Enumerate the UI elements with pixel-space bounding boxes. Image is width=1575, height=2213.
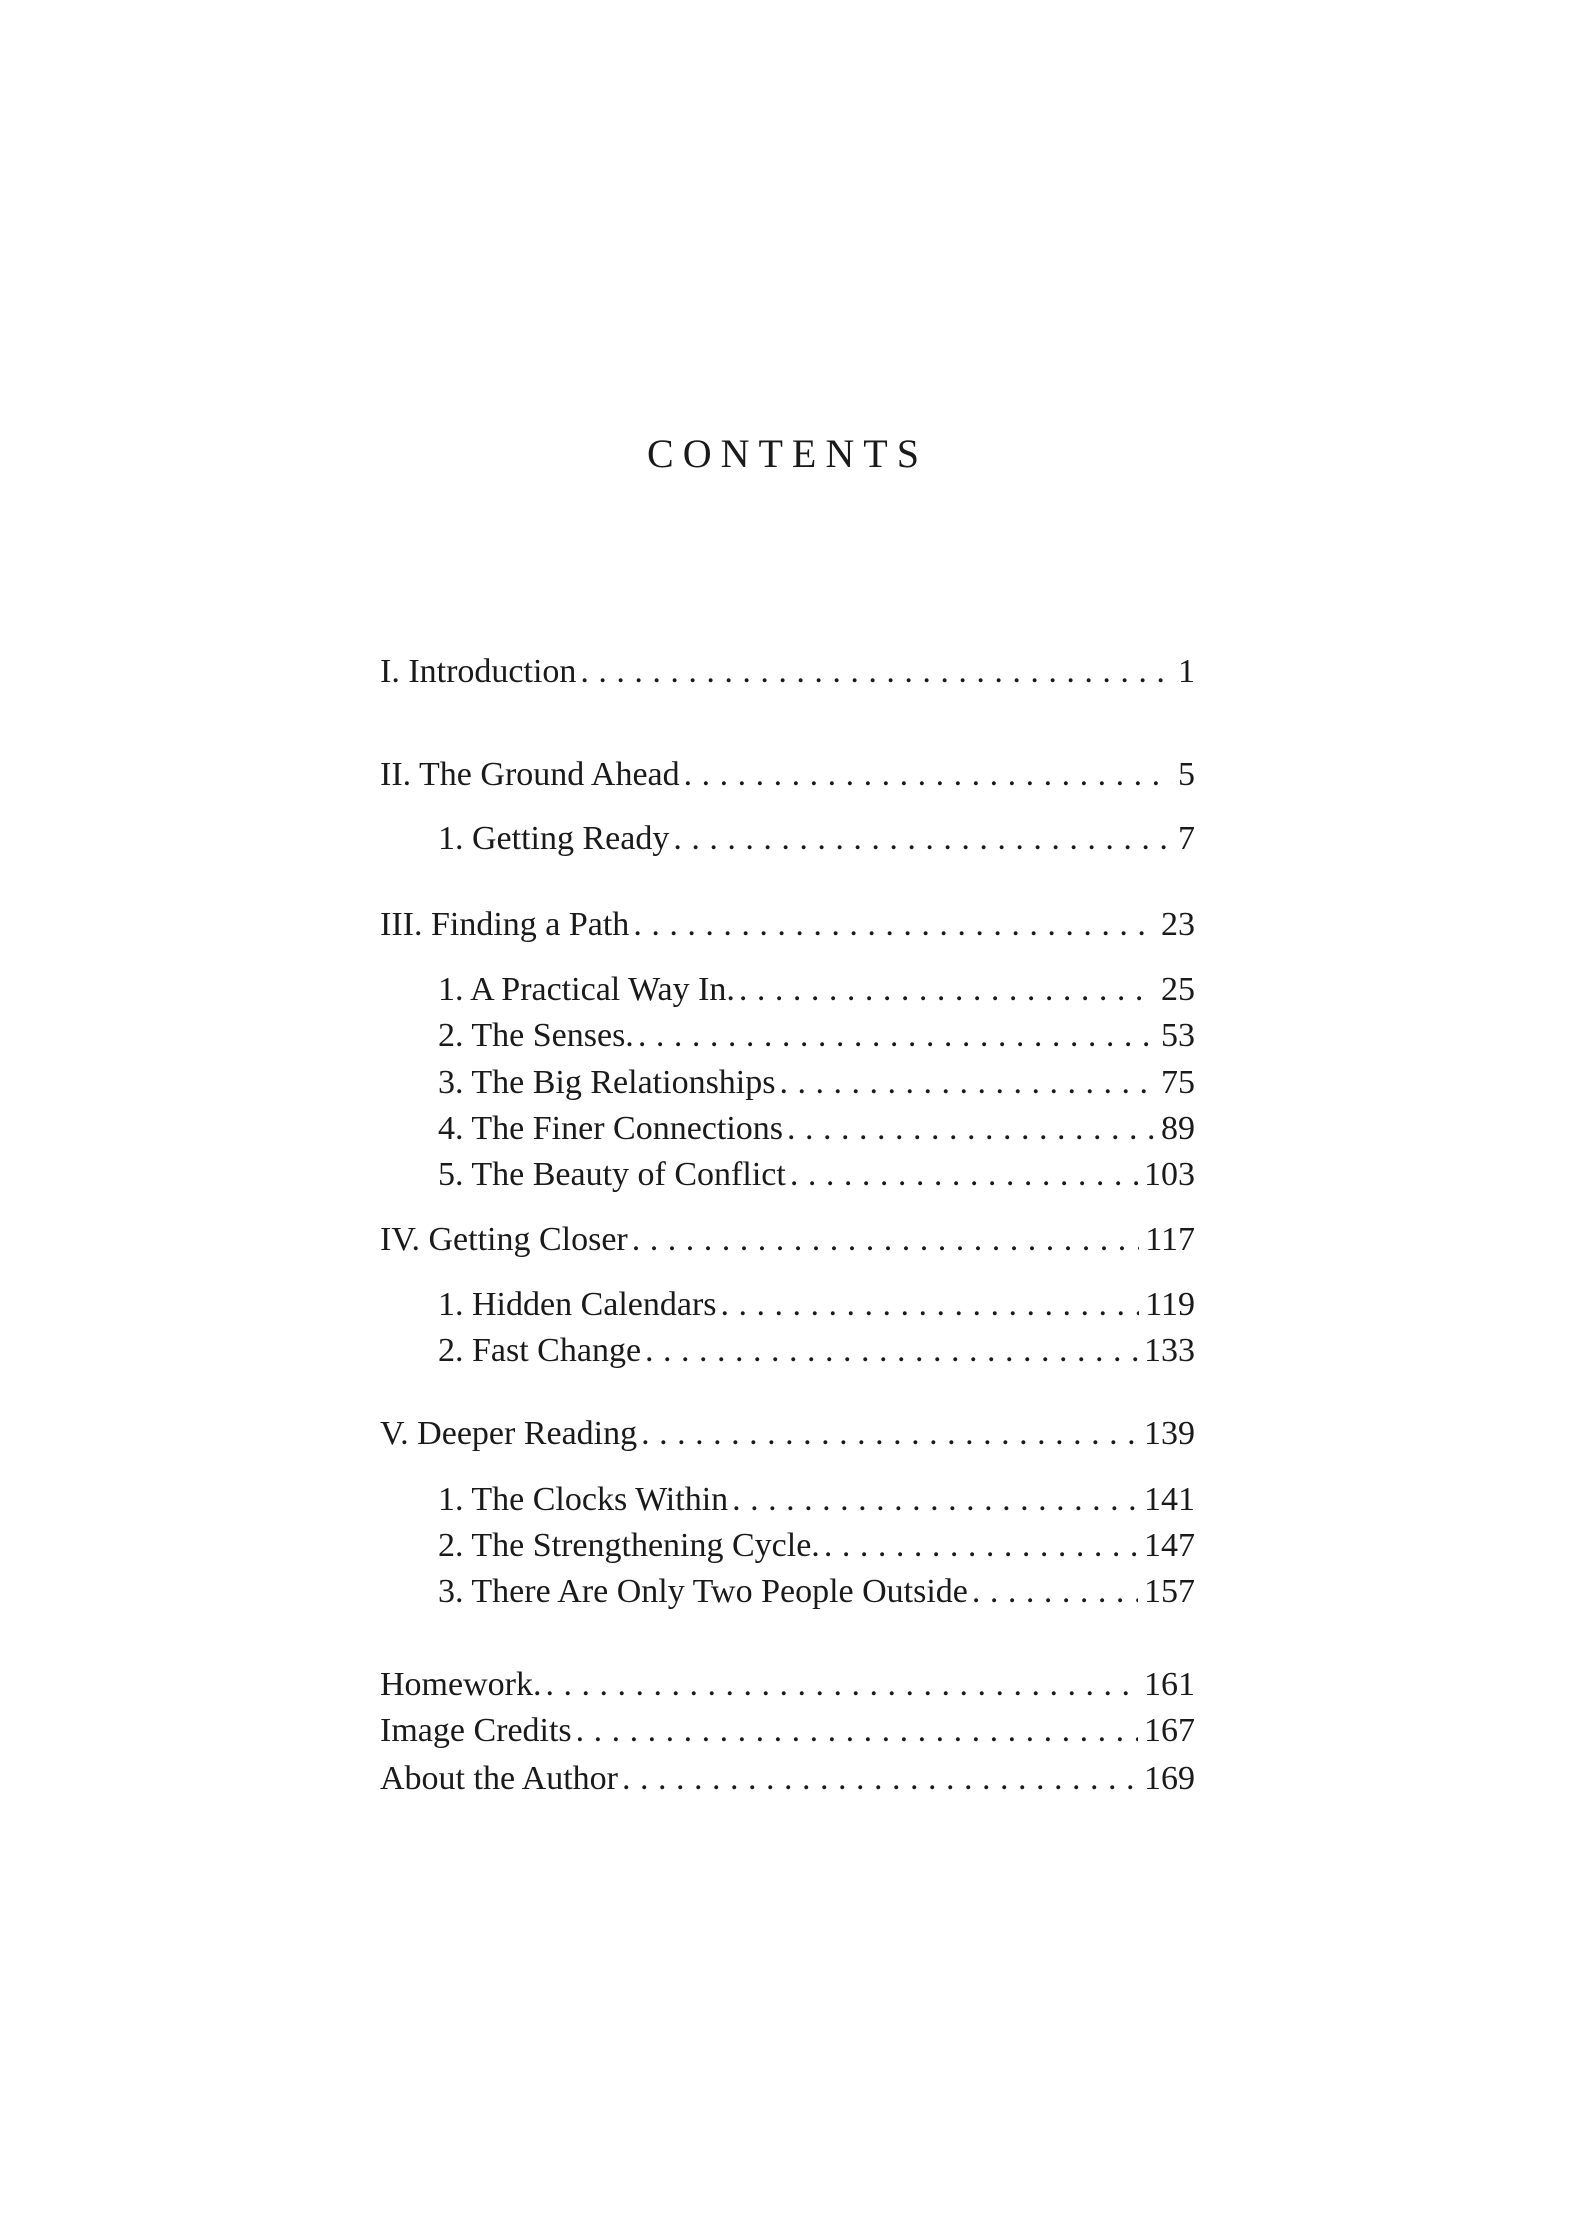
toc-entry-label: II. The Ground Ahead [380, 756, 680, 793]
toc-entry-a-practical-way-in[interactable] [438, 970, 1195, 1010]
dot-leader [739, 970, 1155, 1010]
toc-entry-label: 3. There Are Only Two People Outside [438, 1573, 968, 1610]
toc-entry-label: 2. The Strengthening Cycle. [438, 1527, 820, 1564]
toc-entry-page-number: 161 [1144, 1666, 1195, 1703]
toc-entry-page-number: 103 [1144, 1156, 1195, 1193]
toc-entry-the-ground-ahead[interactable] [380, 755, 1195, 795]
toc-entry-page-number: 7 [1178, 820, 1195, 857]
dot-leader [824, 1526, 1138, 1566]
toc-entry-the-finer-connections[interactable] [438, 1109, 1195, 1149]
toc-entry-label: 1. The Clocks Within [438, 1481, 729, 1518]
toc-entry-introduction[interactable] [380, 652, 1195, 692]
toc-entry-page-number: 141 [1144, 1481, 1195, 1518]
toc-entry-page-number: 169 [1144, 1760, 1195, 1797]
toc-entry-page-number: 25 [1161, 971, 1195, 1008]
toc-entry-page-number: 133 [1144, 1332, 1195, 1369]
toc-entry-finding-a-path[interactable] [380, 905, 1195, 945]
toc-entry-page-number: 23 [1161, 906, 1195, 943]
dot-leader [580, 652, 1172, 692]
toc-entry-page-number: 53 [1161, 1017, 1195, 1054]
toc-entry-getting-closer[interactable] [380, 1220, 1195, 1260]
toc-entry-getting-ready[interactable] [438, 819, 1195, 859]
toc-entry-page-number: 117 [1145, 1221, 1195, 1258]
toc-entry-page-number: 1 [1178, 653, 1195, 690]
dot-leader [633, 905, 1155, 945]
toc-entry-page-number: 5 [1178, 756, 1195, 793]
dot-leader [576, 1711, 1138, 1751]
dot-leader [732, 1480, 1138, 1520]
toc-entry-label: 5. The Beauty of Conflict [438, 1156, 786, 1193]
toc-entry-label: 2. The Senses. [438, 1017, 634, 1054]
toc-entry-homework[interactable] [380, 1665, 1195, 1705]
toc-entry-page-number: 89 [1161, 1110, 1195, 1147]
toc-entry-the-strengthening-cycle[interactable] [438, 1526, 1195, 1566]
dot-leader [779, 1063, 1155, 1103]
toc-entry-page-number: 119 [1145, 1286, 1195, 1323]
toc-entry-page-number: 75 [1161, 1064, 1195, 1101]
toc-entry-label: 1. Getting Ready [438, 820, 670, 857]
toc-entry-label: 4. The Finer Connections [438, 1110, 783, 1147]
page-title: CONTENTS [647, 431, 928, 476]
toc-entry-deeper-reading[interactable] [380, 1414, 1195, 1454]
dot-leader [684, 755, 1172, 795]
toc-entry-image-credits[interactable] [380, 1711, 1195, 1751]
dot-leader [721, 1285, 1140, 1325]
toc-entry-the-senses[interactable] [438, 1016, 1195, 1056]
dot-leader [545, 1665, 1138, 1705]
toc-entry-label: Homework. [380, 1666, 542, 1703]
toc-entry-label: III. Finding a Path [380, 906, 630, 943]
toc-entry-label: IV. Getting Closer [380, 1221, 628, 1258]
toc-entry-the-beauty-of-conflict[interactable] [438, 1155, 1195, 1195]
dot-leader [645, 1331, 1138, 1371]
dot-leader [787, 1109, 1155, 1149]
dot-leader [673, 819, 1172, 859]
toc-entry-label: About the Author [380, 1760, 618, 1797]
toc-entry-hidden-calendars[interactable] [438, 1285, 1195, 1325]
toc-entry-label: Image Credits [380, 1712, 572, 1749]
toc-entry-the-big-relationships[interactable] [438, 1063, 1195, 1103]
dot-leader [632, 1220, 1140, 1260]
dot-leader [641, 1414, 1138, 1454]
toc-entry-label: 2. Fast Change [438, 1332, 642, 1369]
dot-leader [972, 1572, 1138, 1612]
toc-entry-label: 1. Hidden Calendars [438, 1286, 717, 1323]
dot-leader [790, 1155, 1138, 1195]
dot-leader [638, 1016, 1155, 1056]
dot-leader [622, 1759, 1138, 1799]
toc-entry-page-number: 139 [1144, 1415, 1195, 1452]
toc-entry-label: I. Introduction [380, 653, 577, 690]
toc-entry-fast-change[interactable] [438, 1331, 1195, 1371]
toc-entry-two-people-outside[interactable] [438, 1572, 1195, 1612]
toc-entry-page-number: 157 [1144, 1573, 1195, 1610]
toc-entry-about-the-author[interactable] [380, 1759, 1195, 1799]
toc-entry-page-number: 147 [1144, 1527, 1195, 1564]
toc-entry-label: 3. The Big Relationships [438, 1064, 776, 1101]
toc-entry-label: V. Deeper Reading [380, 1415, 638, 1452]
toc-entry-the-clocks-within[interactable] [438, 1480, 1195, 1520]
toc-entry-page-number: 167 [1144, 1712, 1195, 1749]
toc-entry-label: 1. A Practical Way In. [438, 971, 735, 1008]
